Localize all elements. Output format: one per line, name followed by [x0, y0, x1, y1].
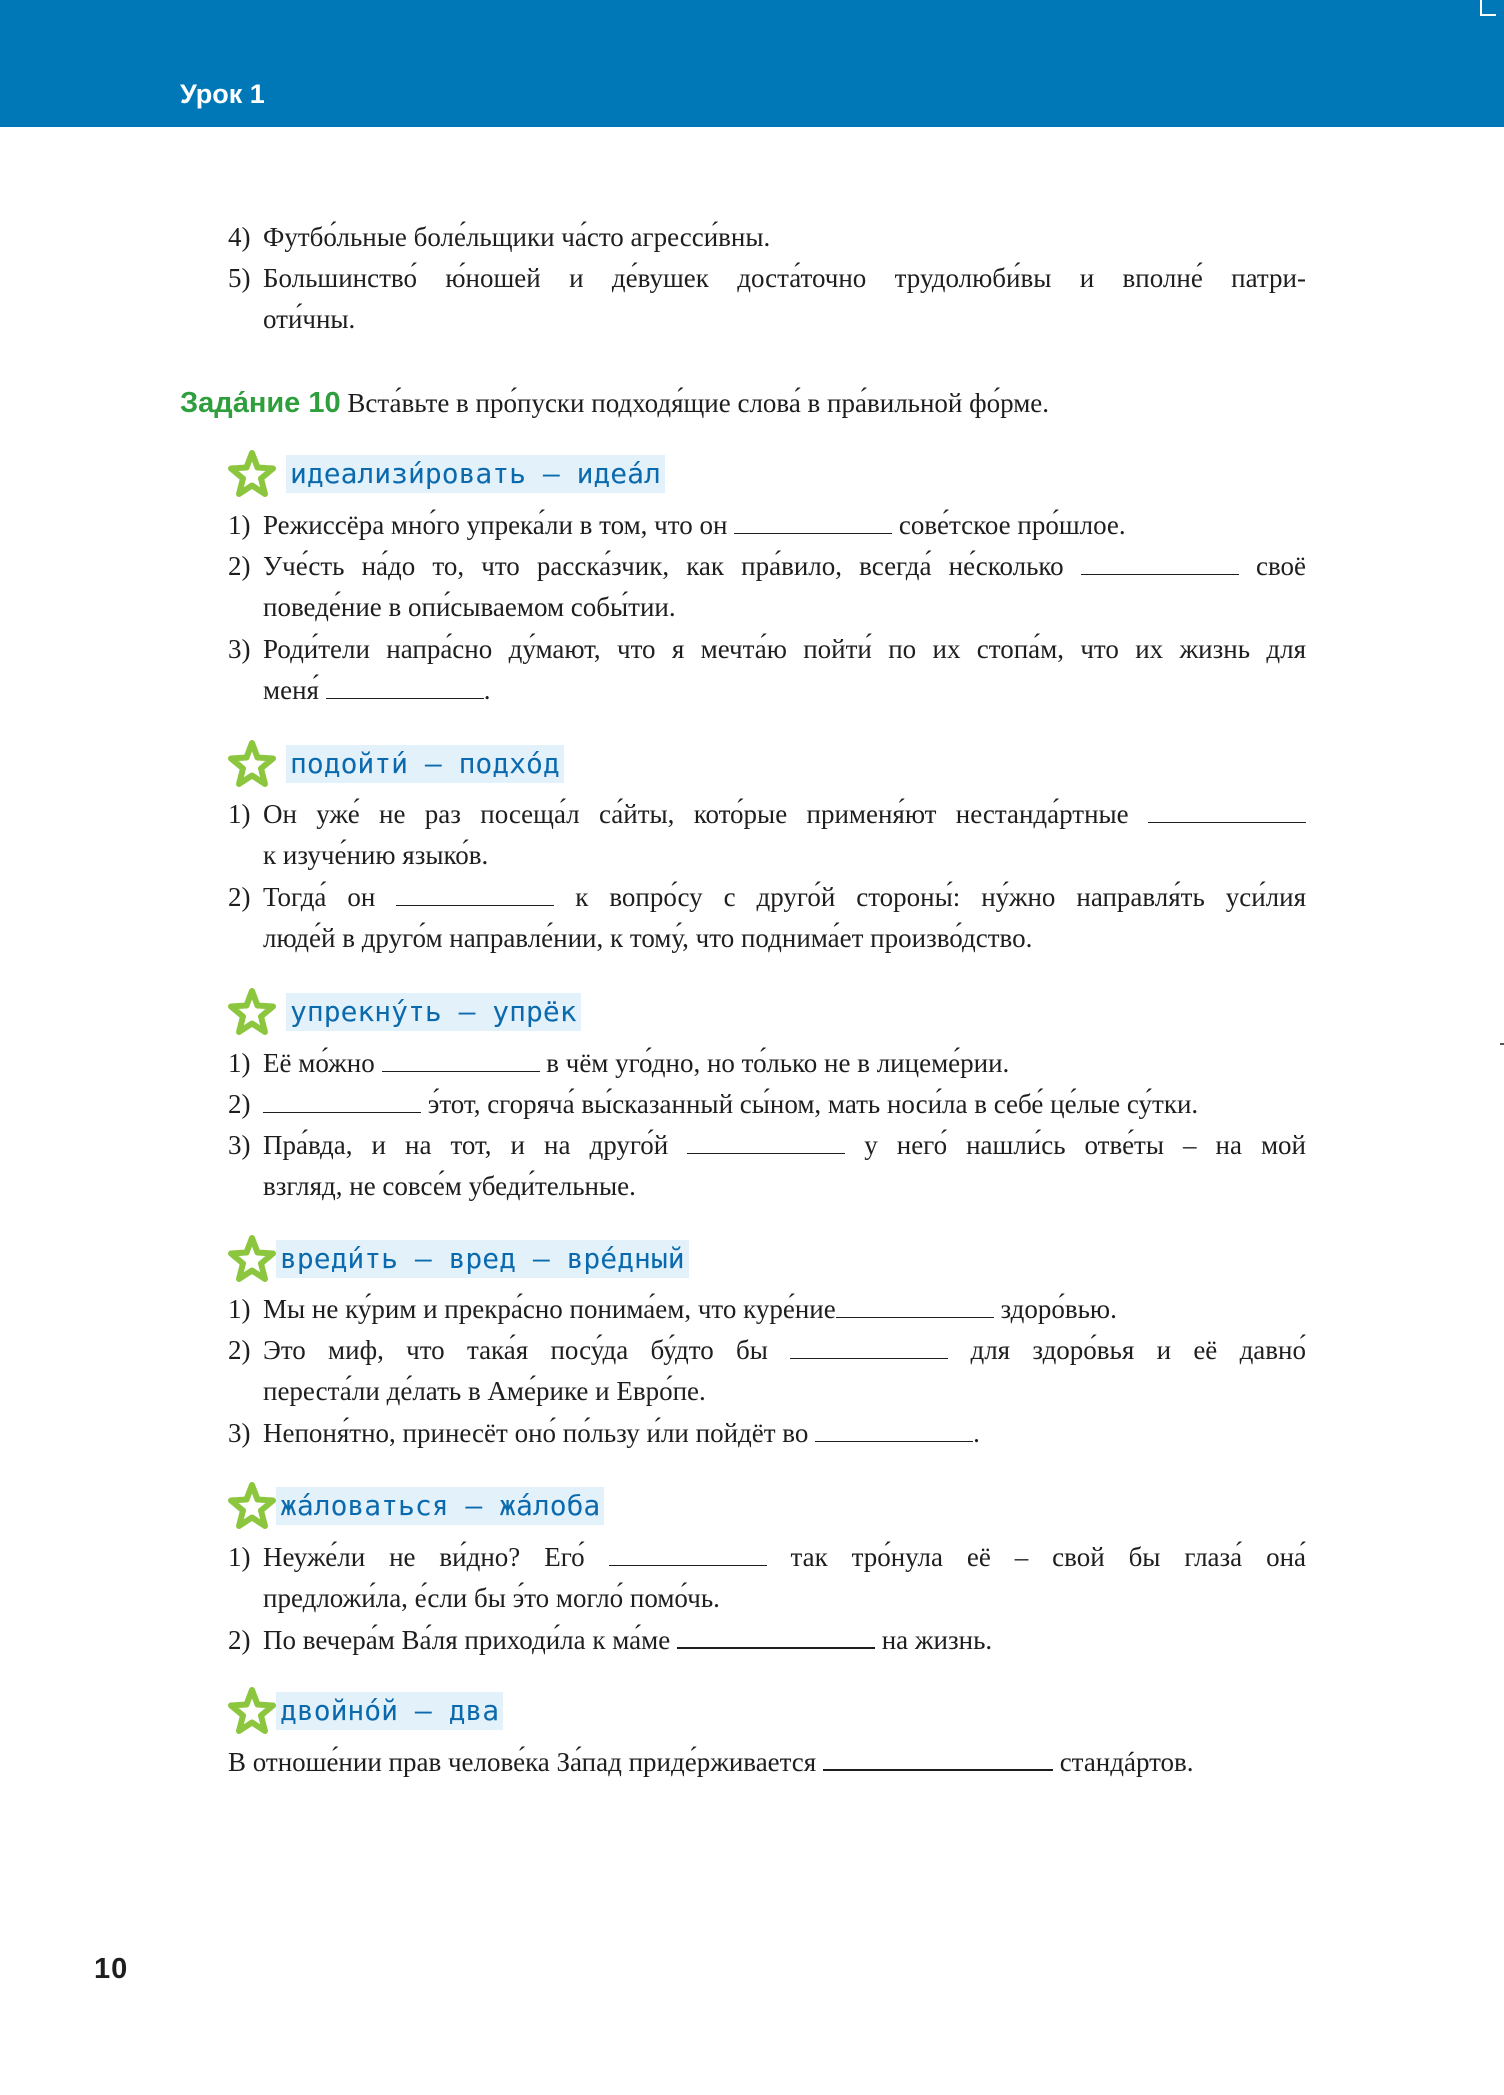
word-pair: двойно́й – два [276, 1692, 503, 1730]
answer-blank[interactable] [836, 1295, 994, 1318]
exercise-item [228, 1416, 980, 1450]
answer-blank[interactable] [823, 1747, 1053, 1771]
item-continuation: переста́ли де́лать в Аме́рике и Евро́пе. [263, 1376, 706, 1406]
item-continuation [263, 673, 490, 707]
item-text: Пра́вда, и на тот, и на друго́й [263, 1130, 669, 1160]
exercise-item [228, 880, 1306, 914]
item-text: сове́тское про́шлое. [898, 510, 1126, 540]
item-text: Непоня́тно, принесёт оно́ по́льзу и́ли пойдёт во [263, 1418, 809, 1448]
item-text: Уче́сть на́до то, что расска́зчик, как пра́вило, всегда́ не́сколько [263, 551, 1064, 581]
answer-blank[interactable] [734, 511, 892, 534]
item-text: Это миф, что така́я посу́да бу́дто бы [263, 1335, 768, 1365]
item-text: В отноше́нии прав челове́ка За́пад приде́рживается [228, 1747, 817, 1777]
list-item [228, 261, 1306, 295]
answer-blank[interactable] [790, 1336, 948, 1359]
item-text: Тогда́ он [263, 882, 376, 912]
answer-blank[interactable] [687, 1131, 845, 1154]
exercise-sentence [228, 1745, 1194, 1779]
item-continuation: поведе́ние в опи́сываемом собы́тии. [263, 592, 676, 622]
item-text: для здоро́вья и её давно́ [970, 1335, 1306, 1365]
item-number: 1) [228, 1294, 251, 1324]
item-number: 2) [228, 1335, 251, 1365]
item-text: так тро́нула её – свой бы глаза́ она́ [790, 1542, 1307, 1572]
item-text: меня́ [263, 675, 319, 705]
exercise-item [228, 1540, 1306, 1574]
star-icon [228, 1235, 276, 1283]
item-number: 1) [228, 1048, 251, 1078]
item-text: Мы не ку́рим и прекра́сно понима́ем, что куре́ние [263, 1294, 836, 1324]
item-number: 3) [228, 1130, 251, 1160]
word-pair-row [228, 739, 564, 789]
item-text: Режиссёра мно́го упрека́ли в том, что он [263, 510, 728, 540]
exercise-item [228, 1087, 1198, 1121]
word-pair: жа́ловаться – жа́лоба [276, 1487, 604, 1525]
item-text: Большинство́ ю́ношей и де́вушек доста́точно трудолюби́вы и вполне́ патри- [263, 263, 1306, 293]
answer-blank[interactable] [326, 676, 484, 699]
item-text: к вопро́су с друго́й стороны́: ну́жно направля́ть уси́лия [575, 882, 1307, 912]
word-pair: вреди́ть – вред – вре́дный [276, 1240, 689, 1278]
star-icon [228, 740, 276, 788]
word-pair-row [228, 1481, 604, 1531]
item-text: э́тот, сгоряча́ вы́сказанный сы́ном, мать носи́ла в себе́ це́лые су́тки. [427, 1089, 1199, 1119]
exercise-item [228, 632, 1306, 666]
item-continuation: оти́чны. [263, 304, 356, 334]
answer-blank[interactable] [815, 1419, 973, 1442]
item-text: у него́ нашли́сь отве́ты – на мой [864, 1130, 1306, 1160]
item-number: 2) [228, 1089, 251, 1119]
item-number: 3) [228, 634, 251, 664]
item-continuation: взгляд, не совсе́м убеди́тельные. [263, 1171, 636, 1201]
item-text: Неуже́ли не ви́дно? Его́ [263, 1542, 585, 1572]
word-pair: идеализи́ровать – идеа́л [286, 455, 665, 493]
star-icon [228, 1482, 276, 1530]
item-text: Её мо́жно [263, 1048, 375, 1078]
exercise-item [228, 1292, 1117, 1326]
crop-mark [1480, 0, 1496, 16]
word-pair-row [228, 987, 581, 1037]
exercise-item [228, 1333, 1306, 1367]
word-pair: упрекну́ть – упрёк [286, 993, 581, 1031]
item-text: на жизнь. [881, 1625, 993, 1655]
answer-blank[interactable] [677, 1625, 875, 1649]
page-number: 10 [94, 1953, 129, 1985]
task-label: Зада́ние 10 [180, 387, 341, 419]
exercise-item [228, 797, 1306, 831]
item-number: 2) [228, 551, 251, 581]
answer-blank[interactable] [1148, 800, 1306, 823]
item-text: . [483, 675, 491, 705]
item-number: 1) [228, 510, 251, 540]
item-number: 4) [228, 222, 251, 252]
answer-blank[interactable] [382, 1049, 540, 1072]
item-number: 5) [228, 263, 251, 293]
item-text: Футбо́льные боле́льщики ча́сто агресси́вны. [263, 222, 771, 252]
star-icon [228, 450, 276, 498]
answer-blank[interactable] [1081, 552, 1239, 575]
word-pair-row [228, 1686, 503, 1736]
item-text: Роди́тели напра́сно ду́мают, что я мечта́ю пойти́ по их стопа́м, что их жизнь для [263, 634, 1306, 664]
answer-blank[interactable] [609, 1543, 767, 1566]
item-number: 3) [228, 1418, 251, 1448]
item-text: своё [1255, 551, 1307, 581]
header-bar [0, 0, 1504, 127]
exercise-item [228, 549, 1306, 583]
task-instruction: Вста́вьте в про́пуски подходя́щие слова́ в пра́вильной фо́рме. [347, 388, 1050, 418]
item-number: 2) [228, 882, 251, 912]
word-pair: подойти́ – подхо́д [286, 745, 564, 783]
item-text: Он уже́ не раз посеща́л са́йты, кото́рые применя́ют нестанда́ртные [263, 799, 1129, 829]
exercise-item [228, 508, 1126, 542]
exercise-item [228, 1046, 1009, 1080]
exercise-item [228, 1623, 992, 1657]
answer-blank[interactable] [263, 1090, 421, 1113]
item-text: в чём уго́дно, но то́лько не в лицеме́рии. [546, 1048, 1010, 1078]
word-pair-row [228, 1234, 689, 1284]
item-text: здоро́вью. [1000, 1294, 1117, 1324]
star-icon [228, 1687, 276, 1735]
item-text: стандáртов. [1059, 1747, 1194, 1777]
exercise-item [228, 1128, 1306, 1162]
word-pair-row [228, 449, 665, 499]
item-text: . [973, 1418, 980, 1448]
item-continuation: люде́й в друго́м направле́нии, к тому́, что поднима́ет произво́дство. [263, 923, 1033, 953]
margin-tick [1500, 1043, 1504, 1045]
list-item [228, 220, 770, 254]
item-number: 1) [228, 799, 251, 829]
task-heading-row [180, 386, 1049, 420]
answer-blank[interactable] [396, 883, 554, 906]
item-text: По вечера́м Ва́ля приходи́ла к ма́ме [263, 1625, 671, 1655]
star-icon [228, 988, 276, 1036]
item-number: 2) [228, 1625, 251, 1655]
item-continuation: предложи́ла, е́сли бы э́то могло́ помо́чь. [263, 1583, 720, 1613]
item-number: 1) [228, 1542, 251, 1572]
lesson-title: Урок 1 [180, 79, 265, 109]
item-continuation: к изуче́нию языко́в. [263, 840, 489, 870]
